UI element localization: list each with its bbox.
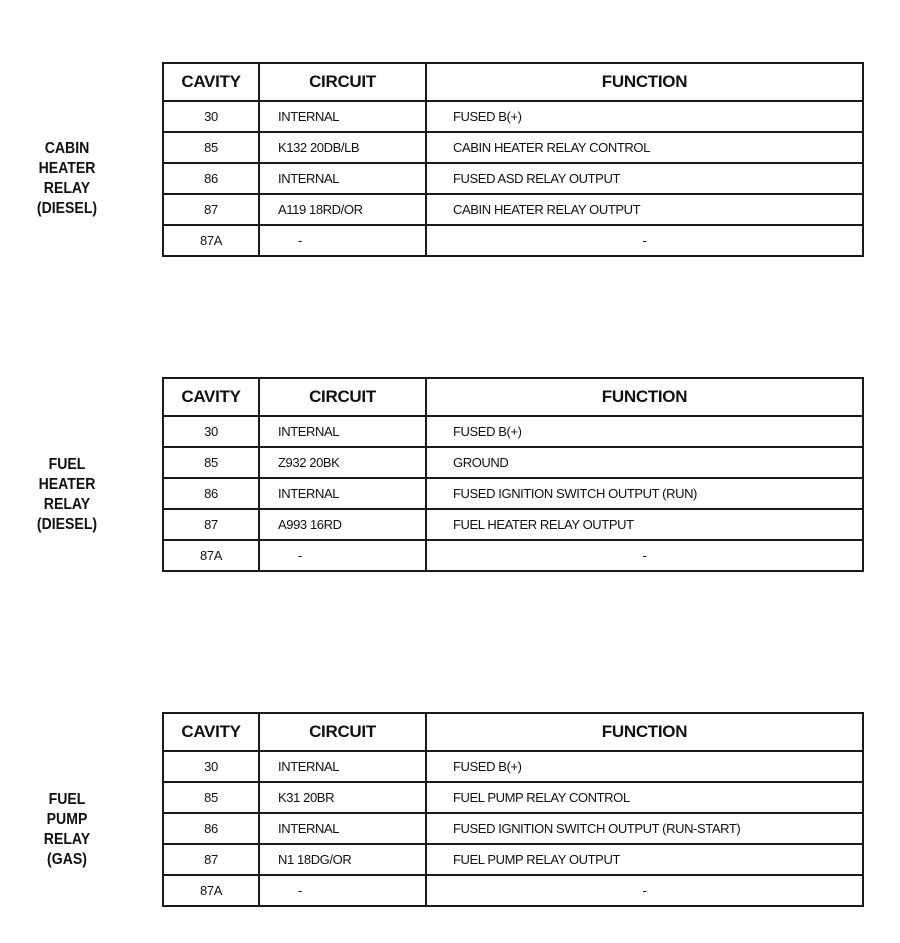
header-cavity: CAVITY: [163, 378, 259, 416]
pin-table: [162, 62, 864, 257]
function-cell: FUSED ASD RELAY OUTPUT: [426, 163, 863, 194]
cavity-cell: 86: [163, 813, 259, 844]
cavity-cell: 85: [163, 782, 259, 813]
table-row: [163, 875, 863, 906]
table-row: [163, 447, 863, 478]
table-row: [163, 540, 863, 571]
table-row: [163, 163, 863, 194]
cavity-cell: 87A: [163, 540, 259, 571]
table-row: [163, 844, 863, 875]
circuit-cell: A993 16RD: [259, 509, 426, 540]
header-function: FUNCTION: [426, 378, 863, 416]
function-cell: CABIN HEATER RELAY OUTPUT: [426, 194, 863, 225]
function-cell: -: [426, 875, 863, 906]
function-cell: FUSED B(+): [426, 751, 863, 782]
relay-label-line: (DIESEL): [36, 200, 98, 217]
circuit-cell: INTERNAL: [259, 416, 426, 447]
header-function: FUNCTION: [426, 713, 863, 751]
relay-label-line: FUEL: [48, 456, 86, 473]
table-row: [163, 132, 863, 163]
function-cell: -: [426, 540, 863, 571]
cavity-cell: 30: [163, 751, 259, 782]
relay-label-line: RELAY: [43, 180, 91, 197]
circuit-cell: INTERNAL: [259, 813, 426, 844]
relay-label: [24, 139, 110, 219]
function-cell: FUEL PUMP RELAY CONTROL: [426, 782, 863, 813]
table-row: [163, 225, 863, 256]
circuit-cell: -: [259, 875, 426, 906]
cavity-cell: 87A: [163, 875, 259, 906]
circuit-cell: K132 20DB/LB: [259, 132, 426, 163]
header-function: FUNCTION: [426, 63, 863, 101]
table-row: [163, 416, 863, 447]
relay-label-line: HEATER: [38, 160, 96, 177]
function-cell: FUSED IGNITION SWITCH OUTPUT (RUN): [426, 478, 863, 509]
pin-table: [162, 712, 864, 907]
table-row: [163, 194, 863, 225]
circuit-cell: INTERNAL: [259, 101, 426, 132]
table-row: [163, 478, 863, 509]
cavity-cell: 87: [163, 509, 259, 540]
table-row: [163, 509, 863, 540]
relay-label-line: RELAY: [43, 831, 91, 848]
relay-label-line: RELAY: [43, 496, 91, 513]
function-cell: FUSED B(+): [426, 416, 863, 447]
header-cavity: CAVITY: [163, 63, 259, 101]
circuit-cell: INTERNAL: [259, 478, 426, 509]
cavity-cell: 85: [163, 447, 259, 478]
header-circuit: CIRCUIT: [259, 378, 426, 416]
relay-block-fuel-pump: [0, 712, 900, 914]
function-cell: CABIN HEATER RELAY CONTROL: [426, 132, 863, 163]
function-cell: FUEL PUMP RELAY OUTPUT: [426, 844, 863, 875]
pin-table: [162, 377, 864, 572]
relay-label-line: CABIN: [44, 140, 90, 157]
relay-label: [24, 455, 110, 535]
relay-block-fuel-heater: [0, 377, 900, 579]
circuit-cell: -: [259, 540, 426, 571]
function-cell: GROUND: [426, 447, 863, 478]
table-row: [163, 101, 863, 132]
cavity-cell: 86: [163, 163, 259, 194]
relay-label: [24, 790, 110, 870]
cavity-cell: 87A: [163, 225, 259, 256]
table-header-row: [163, 713, 863, 751]
function-cell: -: [426, 225, 863, 256]
relay-label-line: (GAS): [47, 851, 87, 868]
relay-block-cabin-heater: [0, 62, 900, 264]
relay-label-line: HEATER: [38, 476, 96, 493]
circuit-cell: INTERNAL: [259, 751, 426, 782]
cavity-cell: 87: [163, 194, 259, 225]
cavity-cell: 85: [163, 132, 259, 163]
relay-label-line: FUEL: [48, 791, 86, 808]
table-header-row: [163, 63, 863, 101]
relay-label-line: (DIESEL): [36, 516, 98, 533]
circuit-cell: INTERNAL: [259, 163, 426, 194]
cavity-cell: 30: [163, 101, 259, 132]
cavity-cell: 30: [163, 416, 259, 447]
header-circuit: CIRCUIT: [259, 713, 426, 751]
circuit-cell: Z932 20BK: [259, 447, 426, 478]
circuit-cell: K31 20BR: [259, 782, 426, 813]
header-circuit: CIRCUIT: [259, 63, 426, 101]
header-cavity: CAVITY: [163, 713, 259, 751]
cavity-cell: 86: [163, 478, 259, 509]
circuit-cell: -: [259, 225, 426, 256]
circuit-cell: N1 18DG/OR: [259, 844, 426, 875]
cavity-cell: 87: [163, 844, 259, 875]
function-cell: FUEL HEATER RELAY OUTPUT: [426, 509, 863, 540]
function-cell: FUSED IGNITION SWITCH OUTPUT (RUN-START): [426, 813, 863, 844]
relay-label-line: PUMP: [46, 811, 88, 828]
function-cell: FUSED B(+): [426, 101, 863, 132]
table-row: [163, 813, 863, 844]
circuit-cell: A119 18RD/OR: [259, 194, 426, 225]
table-header-row: [163, 378, 863, 416]
table-row: [163, 782, 863, 813]
table-row: [163, 751, 863, 782]
